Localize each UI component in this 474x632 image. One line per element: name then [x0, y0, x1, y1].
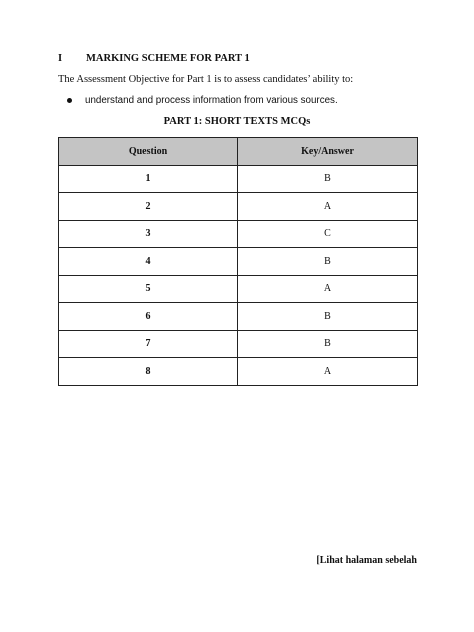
answer-cell: A	[238, 193, 418, 221]
answer-cell: C	[238, 220, 418, 248]
question-number-cell: 1	[59, 165, 238, 193]
table-row	[59, 358, 418, 386]
question-number-cell: 8	[59, 358, 238, 386]
intro-paragraph: The Assessment Objective for Part 1 is to assess candidates’ ability to:	[58, 74, 354, 85]
bullet-list-item	[67, 95, 338, 106]
answer-cell: A	[238, 275, 418, 303]
bullet-text: understand and process information from various sources.	[85, 95, 338, 106]
bullet-icon	[67, 98, 72, 103]
answer-cell: B	[238, 330, 418, 358]
column-header-question: Question	[59, 138, 238, 166]
column-header-answer: Key/Answer	[238, 138, 418, 166]
table-row	[59, 193, 418, 221]
page-turn-note: [Lihat halaman sebelah	[316, 555, 417, 566]
question-number-cell: 3	[59, 220, 238, 248]
table-row	[59, 275, 418, 303]
question-number-cell: 7	[59, 330, 238, 358]
answer-cell: B	[238, 165, 418, 193]
section-heading	[58, 53, 250, 64]
table-row	[59, 220, 418, 248]
answer-cell: A	[238, 358, 418, 386]
question-number-cell: 6	[59, 303, 238, 331]
table-row	[59, 330, 418, 358]
answer-cell: B	[238, 248, 418, 276]
part-title: PART 1: SHORT TEXTS MCQs	[163, 116, 311, 127]
table-row	[59, 165, 418, 193]
section-number: I	[58, 53, 63, 64]
section-title: MARKING SCHEME FOR PART 1	[86, 53, 250, 64]
table-row	[59, 303, 418, 331]
question-number-cell: 2	[59, 193, 238, 221]
table-row	[59, 248, 418, 276]
answer-cell: B	[238, 303, 418, 331]
question-number-cell: 4	[59, 248, 238, 276]
question-number-cell: 5	[59, 275, 238, 303]
table-header-row	[59, 138, 418, 166]
answer-key-table	[58, 137, 418, 386]
